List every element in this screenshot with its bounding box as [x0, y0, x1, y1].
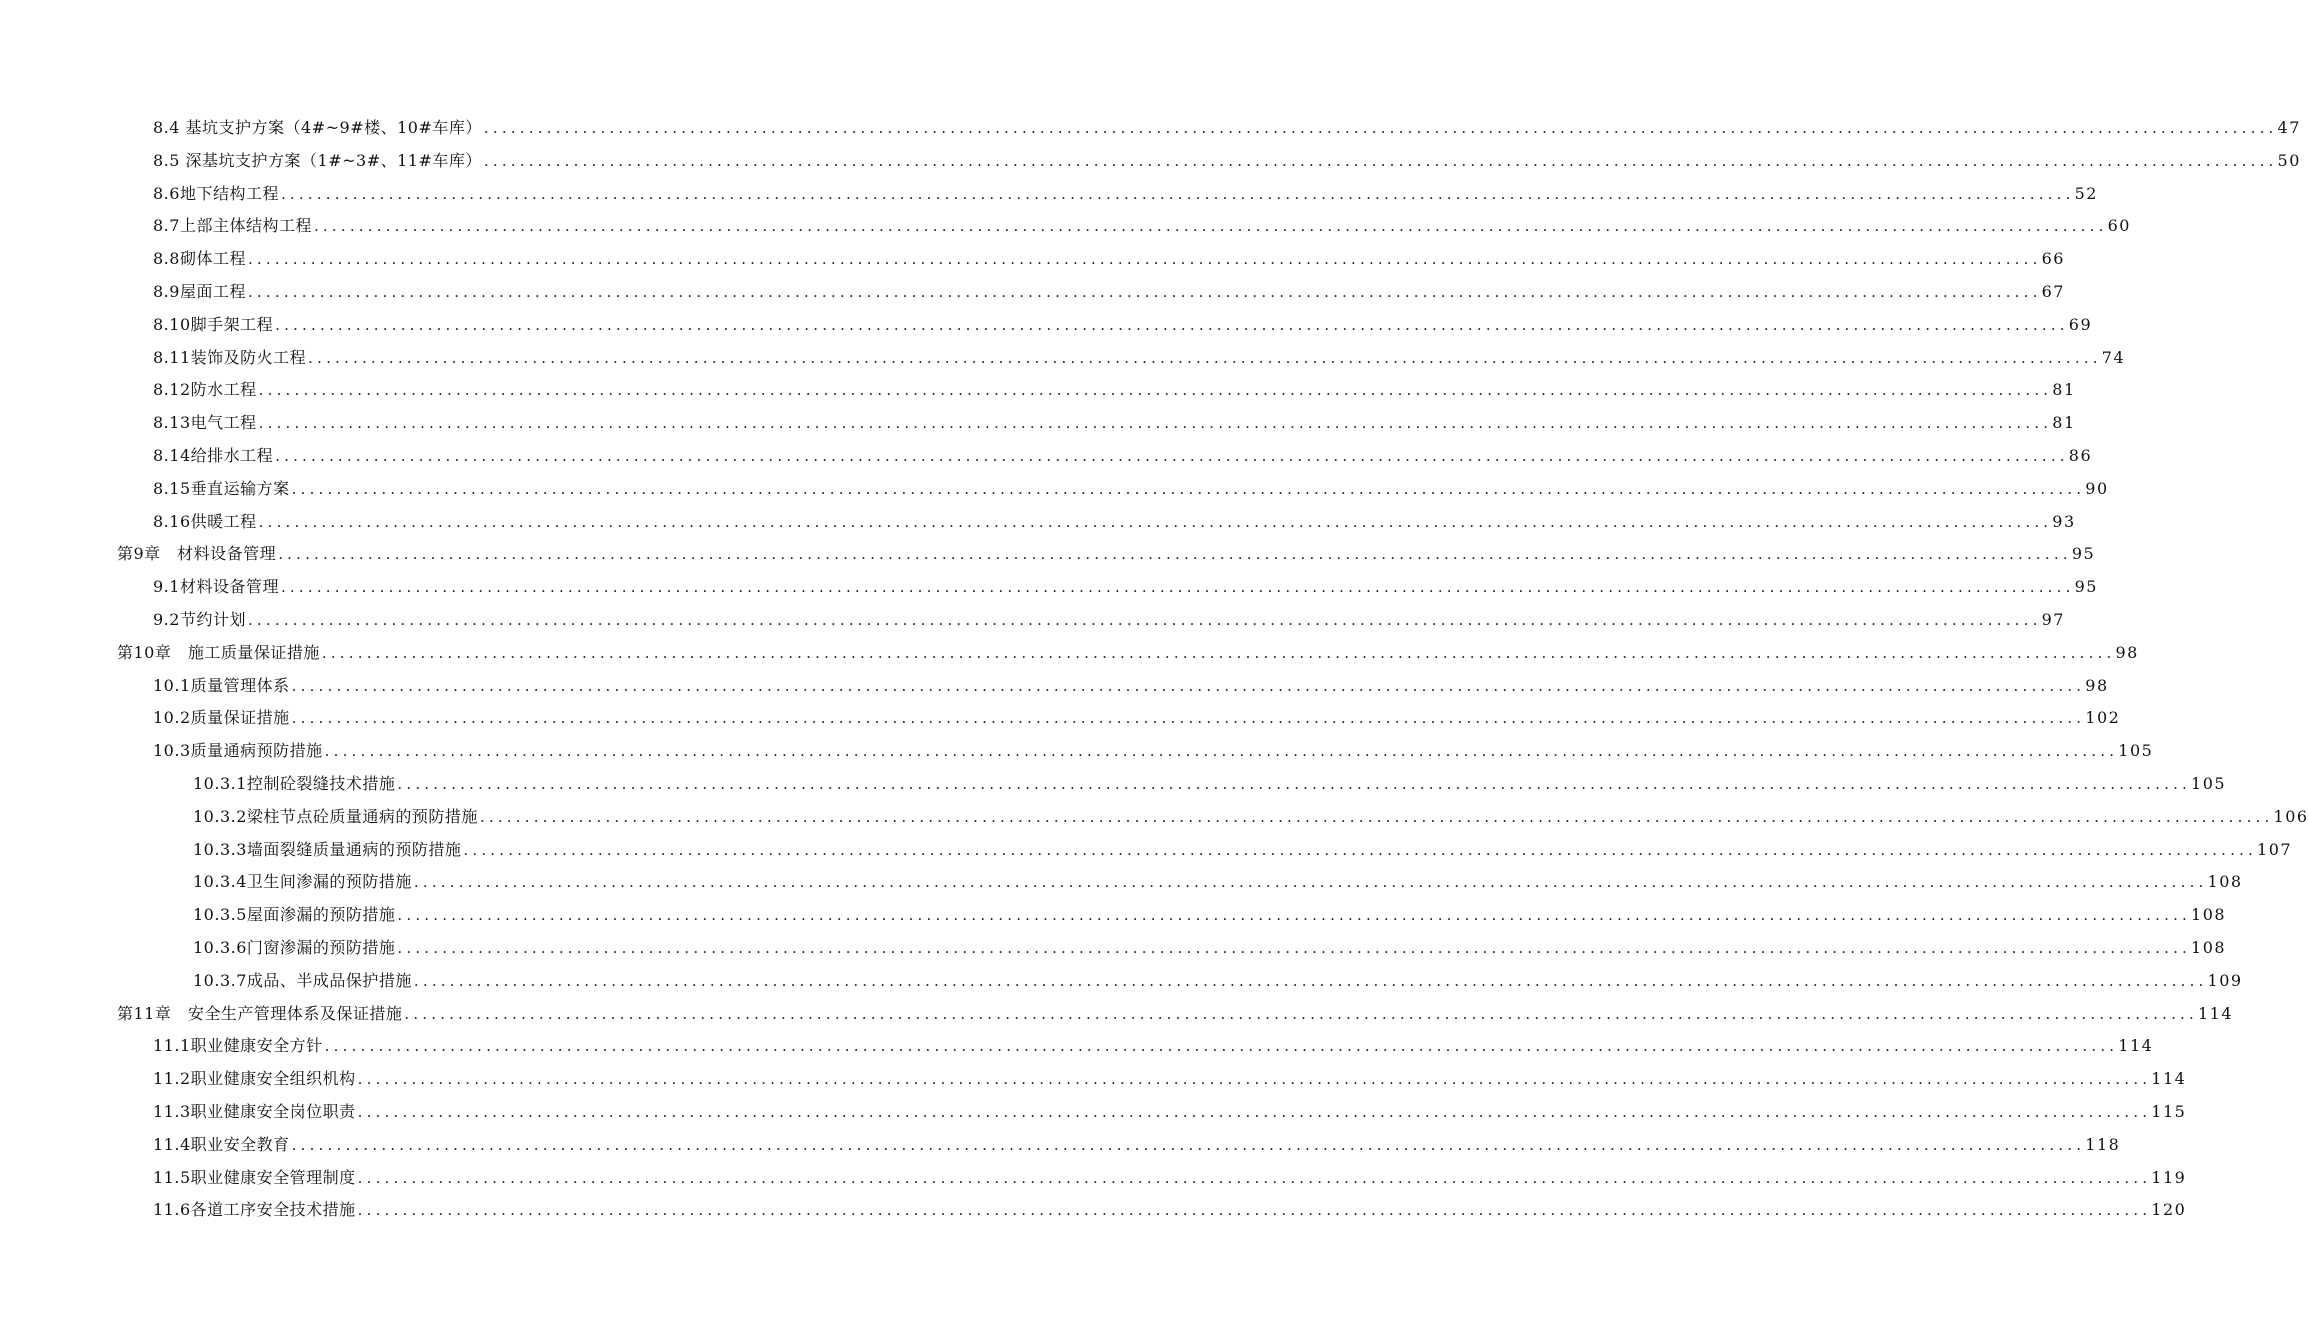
toc-dot-leader: ........................................................................................................................................................................................................	[291, 676, 2086, 695]
toc-entry-page-number: 67	[2041, 281, 2065, 301]
toc-entry[interactable]	[0, 374, 2076, 407]
toc-dot-leader: ........................................................................................................................................................................................................	[357, 1102, 2152, 1121]
toc-entry-title: 8.10脚手架工程	[153, 314, 274, 334]
toc-dot-leader: ........................................................................................................................................................................................................	[258, 512, 2053, 531]
toc-entry[interactable]	[0, 1194, 2187, 1227]
toc-entry[interactable]	[0, 407, 2076, 440]
toc-entry-page-number: 93	[2052, 511, 2076, 531]
toc-dot-leader: ........................................................................................................................................................................................................	[483, 119, 2278, 137]
toc-dot-leader: ........................................................................................................................................................................................................	[278, 545, 2072, 564]
toc-entry-page-number: 114	[2198, 1003, 2234, 1023]
toc-entry-page-number: 95	[2071, 544, 2096, 564]
toc-dot-leader: ........................................................................................................................................................................................................	[357, 1201, 2152, 1220]
toc-entry[interactable]	[0, 440, 2093, 473]
toc-dot-leader: ........................................................................................................................................................................................................	[291, 1135, 2086, 1154]
toc-entry-page-number: 98	[2115, 642, 2139, 662]
toc-entry-title: 11.4职业安全教育	[153, 1134, 290, 1154]
toc-entry-page-number: 81	[2052, 413, 2076, 433]
toc-entry[interactable]	[0, 604, 2065, 637]
toc-dot-leader: ........................................................................................................................................................................................................	[413, 971, 2208, 990]
toc-entry-page-number: 86	[2068, 445, 2093, 465]
toc-entry-page-number: 66	[2041, 249, 2065, 269]
toc-entry-title: 8.15垂直运输方案	[153, 478, 290, 498]
toc-entry[interactable]	[0, 243, 2065, 276]
toc-entry[interactable]	[0, 145, 2301, 178]
toc-entry-page-number: 108	[2191, 937, 2227, 957]
toc-dot-leader: ........................................................................................................................................................................................................	[483, 151, 2278, 170]
toc-dot-leader: ........................................................................................................................................................................................................	[275, 315, 2069, 334]
toc-entry[interactable]	[0, 342, 2126, 375]
toc-entry[interactable]	[0, 1030, 2154, 1063]
toc-entry-title: 9.1材料设备管理	[153, 577, 279, 597]
toc-entry[interactable]	[0, 1096, 2187, 1129]
toc-entry-title: 10.3.5屋面渗漏的预防措施	[193, 905, 396, 925]
toc-entry-page-number: 119	[2151, 1167, 2187, 1187]
toc-entry-page-number: 106	[2273, 806, 2309, 826]
toc-entry[interactable]	[0, 932, 2227, 965]
toc-entry[interactable]	[0, 1162, 2187, 1195]
toc-entry[interactable]	[0, 112, 2301, 145]
toc-dot-leader: ........................................................................................................................................................................................................	[247, 610, 2042, 629]
toc-dot-leader: ........................................................................................................................................................................................................	[308, 348, 2102, 367]
toc-entry[interactable]	[0, 834, 2293, 867]
toc-entry-page-number: 50	[2277, 150, 2301, 170]
toc-dot-leader: ........................................................................................................................................................................................................	[258, 414, 2053, 433]
toc-dot-leader: ........................................................................................................................................................................................................	[275, 446, 2069, 465]
toc-entry-page-number: 74	[2101, 347, 2126, 367]
toc-entry-title: 8.8砌体工程	[153, 249, 246, 269]
toc-dot-leader: ........................................................................................................................................................................................................	[463, 840, 2258, 859]
toc-dot-leader: ........................................................................................................................................................................................................	[321, 643, 2116, 662]
toc-entry-title: 第10章 施工质量保证措施	[117, 642, 320, 662]
toc-entry-title: 8.5 深基坑支护方案（1#~3#、11#车库）	[153, 150, 482, 170]
toc-entry-title: 第9章 材料设备管理	[117, 544, 277, 564]
toc-entry-title: 8.9屋面工程	[153, 281, 246, 301]
toc-entry-title: 8.7上部主体结构工程	[153, 216, 312, 236]
toc-entry-page-number: 109	[2207, 970, 2243, 990]
toc-entry[interactable]	[0, 899, 2227, 932]
toc-dot-leader: ........................................................................................................................................................................................................	[357, 1168, 2152, 1187]
toc-entry-title: 8.13电气工程	[153, 413, 257, 433]
toc-entry-page-number: 118	[2085, 1134, 2121, 1154]
toc-dot-leader: ........................................................................................................................................................................................................	[324, 742, 2119, 761]
toc-entry-title: 10.3.1控制砼裂缝技术措施	[193, 773, 396, 793]
toc-entry[interactable]	[0, 768, 2227, 801]
toc-entry-title: 8.6地下结构工程	[153, 183, 279, 203]
toc-dot-leader: ........................................................................................................................................................................................................	[291, 709, 2086, 728]
toc-entry-title: 11.1职业健康安全方针	[153, 1036, 323, 1056]
toc-entry-title: 8.11装饰及防火工程	[153, 347, 307, 367]
toc-entry[interactable]	[0, 210, 2131, 243]
toc-entry-title: 11.2职业健康安全组织机构	[153, 1069, 356, 1089]
toc-entry-title: 10.3.6门窗渗漏的预防措施	[193, 937, 396, 957]
toc-entry-title: 10.3.3墙面裂缝质量通病的预防措施	[193, 839, 462, 859]
toc-entry-title: 10.3质量通病预防措施	[153, 741, 323, 761]
toc-entry[interactable]	[0, 571, 2098, 604]
toc-entry-title: 10.2质量保证措施	[153, 708, 290, 728]
toc-entry[interactable]	[0, 702, 2121, 735]
toc-entry-page-number: 102	[2085, 708, 2121, 728]
toc-entry[interactable]	[0, 473, 2109, 506]
toc-entry-page-number: 107	[2257, 839, 2293, 859]
toc-dot-leader: ........................................................................................................................................................................................................	[413, 873, 2208, 892]
toc-entry[interactable]	[0, 506, 2076, 539]
toc-entry-page-number: 114	[2151, 1069, 2187, 1089]
toc-entry[interactable]	[0, 637, 2139, 670]
table-of-contents	[0, 112, 2309, 1227]
toc-dot-leader: ........................................................................................................................................................................................................	[397, 938, 2192, 957]
toc-dot-leader: ........................................................................................................................................................................................................	[247, 250, 2042, 269]
toc-entry[interactable]	[0, 538, 2096, 571]
toc-entry[interactable]	[0, 801, 2309, 834]
toc-entry-title: 11.6各道工序安全技术措施	[153, 1200, 356, 1220]
toc-dot-leader: ........................................................................................................................................................................................................	[258, 381, 2053, 400]
toc-entry-title: 10.3.2梁柱节点砼质量通病的预防措施	[193, 806, 478, 826]
toc-dot-leader: ........................................................................................................................................................................................................	[397, 906, 2192, 925]
toc-dot-leader: ........................................................................................................................................................................................................	[479, 807, 2274, 826]
toc-entry-title: 10.1质量管理体系	[153, 675, 290, 695]
toc-dot-leader: ........................................................................................................................................................................................................	[291, 479, 2086, 498]
toc-entry-title: 8.4 基坑支护方案（4#~9#楼、10#车库）	[153, 118, 482, 137]
toc-entry-page-number: 95	[2074, 577, 2098, 597]
toc-entry-page-number: 120	[2151, 1200, 2187, 1220]
toc-entry-page-number: 47	[2277, 118, 2301, 137]
toc-entry-page-number: 98	[2085, 675, 2109, 695]
toc-dot-leader: ........................................................................................................................................................................................................	[280, 184, 2075, 203]
toc-entry[interactable]	[0, 670, 2109, 703]
toc-entry-page-number: 115	[2151, 1101, 2187, 1121]
toc-entry[interactable]	[0, 178, 2098, 211]
toc-entry-page-number: 97	[2041, 609, 2065, 629]
toc-dot-leader: ........................................................................................................................................................................................................	[313, 217, 2108, 236]
toc-entry-page-number: 108	[2207, 872, 2243, 892]
toc-dot-leader: ........................................................................................................................................................................................................	[324, 1037, 2119, 1056]
toc-entry-page-number: 114	[2118, 1036, 2154, 1056]
toc-entry-page-number: 90	[2085, 478, 2109, 498]
toc-entry-page-number: 108	[2191, 905, 2227, 925]
toc-entry-page-number: 81	[2052, 380, 2076, 400]
toc-dot-leader: ........................................................................................................................................................................................................	[357, 1070, 2152, 1089]
toc-entry-page-number: 105	[2191, 773, 2227, 793]
toc-entry-page-number: 69	[2068, 314, 2093, 334]
toc-entry[interactable]	[0, 276, 2065, 309]
toc-entry-title: 8.16供暖工程	[153, 511, 257, 531]
toc-entry-title: 10.3.7成品、半成品保护措施	[193, 970, 412, 990]
toc-entry-title: 8.14给排水工程	[153, 445, 274, 465]
toc-entry[interactable]	[0, 965, 2243, 998]
toc-entry-page-number: 52	[2074, 183, 2098, 203]
toc-entry-title: 8.12防水工程	[153, 380, 257, 400]
toc-dot-leader: ........................................................................................................................................................................................................	[397, 774, 2192, 793]
toc-entry-page-number: 60	[2107, 216, 2131, 236]
toc-entry[interactable]	[0, 998, 2234, 1031]
toc-entry-title: 9.2节约计划	[153, 609, 246, 629]
toc-dot-leader: ........................................................................................................................................................................................................	[280, 578, 2075, 597]
toc-dot-leader: ........................................................................................................................................................................................................	[404, 1004, 2198, 1023]
toc-entry[interactable]	[0, 1063, 2187, 1096]
toc-entry-page-number: 105	[2118, 741, 2154, 761]
toc-entry-title: 第11章 安全生产管理体系及保证措施	[117, 1003, 403, 1023]
toc-entry-title: 11.5职业健康安全管理制度	[153, 1167, 356, 1187]
toc-entry[interactable]	[0, 735, 2154, 768]
toc-entry[interactable]	[0, 866, 2243, 899]
toc-entry[interactable]	[0, 309, 2093, 342]
toc-dot-leader: ........................................................................................................................................................................................................	[247, 282, 2042, 301]
toc-entry[interactable]	[0, 1129, 2121, 1162]
toc-entry-title: 10.3.4卫生间渗漏的预防措施	[193, 872, 412, 892]
toc-entry-title: 11.3职业健康安全岗位职责	[153, 1101, 356, 1121]
